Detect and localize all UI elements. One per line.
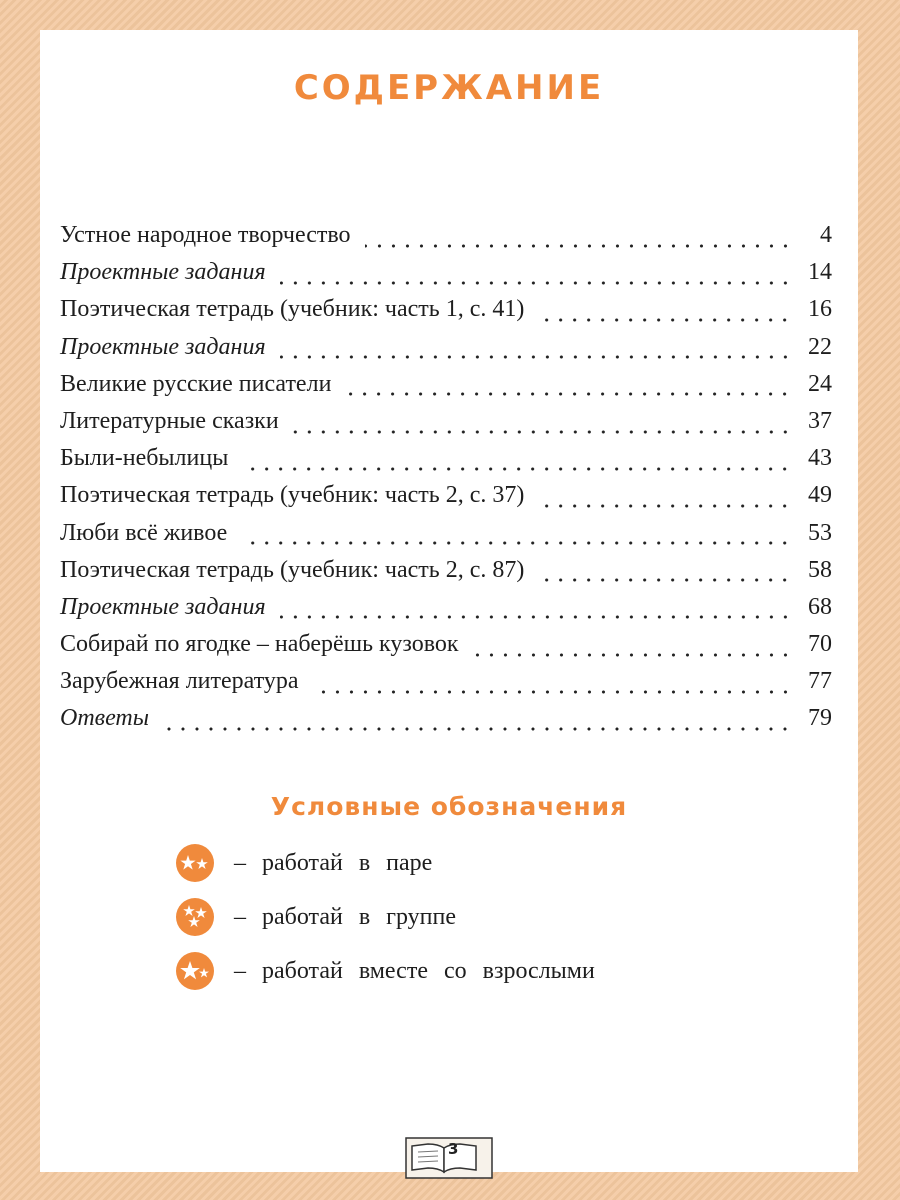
toc-row	[60, 705, 832, 742]
leader-dots	[538, 317, 792, 323]
toc-item-title: Ответы	[60, 705, 150, 732]
leader-dots	[538, 577, 792, 583]
toc-item-page: 22	[808, 333, 832, 360]
toc-item-page: 49	[808, 482, 832, 509]
toc-item-title: Поэтическая тетрадь (учебник: часть 1, с. 41)	[60, 296, 525, 323]
legend	[176, 836, 595, 998]
toc-item-page: 68	[808, 593, 832, 620]
leader-dots	[365, 243, 792, 249]
leader-dots	[473, 652, 792, 658]
toc-row	[60, 371, 832, 408]
toc-item-page: 14	[808, 259, 832, 286]
toc-item-page: 24	[808, 370, 832, 397]
toc-row	[60, 482, 832, 519]
toc-item-title: Великие русские писатели	[60, 370, 332, 397]
toc-item-title: Люби всё живое	[60, 519, 228, 546]
toc-row	[60, 594, 832, 631]
toc-item-page: 37	[808, 407, 832, 434]
leader-dots	[345, 391, 792, 397]
legend-item-pair	[176, 836, 595, 890]
toc-item-title: Собирай по ягодке – наберёшь кузовок	[60, 631, 459, 658]
toc-row	[60, 631, 832, 668]
toc-item-page: 43	[808, 445, 832, 472]
leader-dots	[163, 726, 792, 732]
page-number: 3	[448, 1140, 459, 1158]
toc-item-page: 58	[808, 556, 832, 583]
leader-dots	[280, 280, 792, 286]
toc-item-page: 16	[808, 296, 832, 323]
legend-text: – работай в группе	[234, 903, 457, 930]
toc-row	[60, 520, 832, 557]
toc-item-title: Проектные задания	[60, 333, 266, 360]
page-title: СОДЕРЖАНИЕ	[293, 68, 605, 108]
toc-row	[60, 557, 832, 594]
leader-dots	[293, 429, 792, 435]
legend-text: – работай вместе со взрослыми	[234, 957, 595, 984]
leader-dots	[313, 689, 792, 695]
legend-text: – работай в паре	[234, 849, 433, 876]
toc-row	[60, 445, 832, 482]
toc-item-title: Проектные задания	[60, 593, 266, 620]
toc-item-page: 79	[808, 705, 832, 732]
toc-item-title: Зарубежная литература	[60, 668, 299, 695]
toc-row	[60, 259, 832, 296]
toc-row	[60, 668, 832, 705]
toc-item-title: Поэтическая тетрадь (учебник: часть 2, с. 87)	[60, 556, 525, 583]
page	[40, 30, 858, 1172]
three-stars-icon	[176, 898, 214, 936]
big-small-stars-icon	[176, 952, 214, 990]
toc-item-page: 77	[808, 668, 832, 695]
legend-item-group	[176, 890, 595, 944]
leader-dots	[280, 614, 792, 620]
toc-item-page: 53	[808, 519, 832, 546]
legend-item-adults	[176, 944, 595, 998]
legend-title: Условные обозначения	[270, 792, 628, 821]
toc-row	[60, 296, 832, 333]
leader-dots	[242, 466, 792, 472]
toc-item-title: Литературные сказки	[60, 407, 279, 434]
page-number-badge	[404, 1136, 494, 1180]
two-stars-icon	[176, 844, 214, 882]
leader-dots	[280, 354, 792, 360]
table-of-contents	[60, 222, 832, 743]
toc-row	[60, 334, 832, 371]
toc-item-page: 4	[820, 222, 832, 248]
toc-row	[60, 408, 832, 445]
toc-row	[60, 222, 832, 259]
toc-item-title: Проектные задания	[60, 259, 266, 286]
toc-item-page: 70	[808, 631, 832, 658]
leader-dots	[241, 540, 792, 546]
toc-item-title: Поэтическая тетрадь (учебник: часть 2, с. 37)	[60, 482, 525, 509]
toc-item-title: Устное народное творчество	[60, 222, 351, 248]
toc-item-title: Были-небылицы	[60, 445, 229, 472]
leader-dots	[538, 503, 792, 509]
